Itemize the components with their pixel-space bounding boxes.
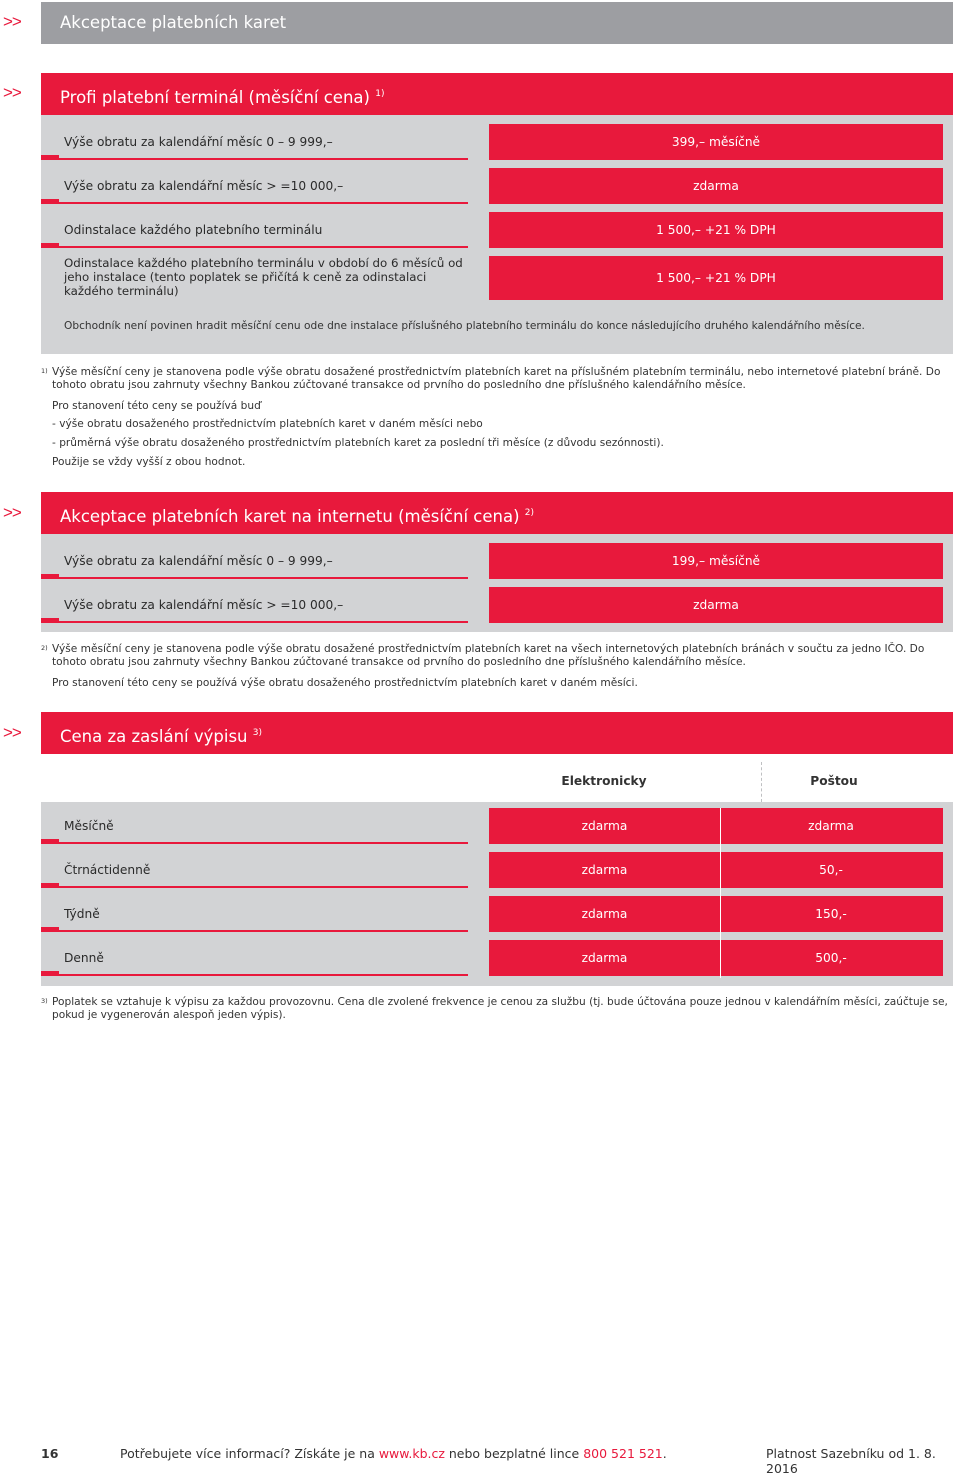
- price-electronic: zdarma: [489, 896, 720, 932]
- price-post: zdarma: [719, 808, 943, 844]
- footnote-1-line: Použije se vždy vyšší z obou hodnot.: [52, 456, 246, 468]
- footnote-2-text: Výše měsíční ceny je stanovena podle výše obratu dosažené prostřednictvím platebních karet na všech internetových platebních bránách v součtu za jedno IČO. Do tohoto obratu jsou zahrnuty všechny Bankou zúčtované transakce od prvního do posledního dne příslušného kalendářního měsíce.: [52, 643, 925, 668]
- footer-info: Potřebujete více informací? Získáte je na www.kb.cz nebo bezplatné lince 800 521 521.: [120, 1446, 667, 1461]
- price-value: 1 500,– +21 % DPH: [489, 256, 943, 300]
- footnote-1-text: Výše měsíční ceny je stanovena podle výše obratu dosažené prostřednictvím platebních karet na příslušném platebním terminálu, nebo internetové platební bráně. Do tohoto obratu jsou zahrnuty všechny Bankou zúčtované transakce od prvního do posledního dne příslušného kalendářního měsíce.: [52, 366, 941, 391]
- website-link[interactable]: www.kb.cz: [378, 1446, 445, 1461]
- section-title-profi-terminal: Profi platební terminál (měsíční cena) $^{1)}$: [41, 73, 953, 115]
- table-row: [41, 168, 953, 204]
- chevron-icon: >>: [3, 12, 21, 31]
- price-post: 150,-: [719, 896, 943, 932]
- price-value: 1 500,– +21 % DPH: [489, 212, 943, 248]
- row-label: Čtrnáctidenně: [64, 863, 151, 877]
- validity-date: Platnost Sazebníku od 1. 8. 2016: [766, 1446, 936, 1476]
- table-row: [41, 212, 953, 248]
- row-label: Výše obratu za kalendářní měsíc > =10 000,–: [64, 598, 344, 612]
- row-label: Odinstalace každého platebního terminálu: [64, 223, 323, 237]
- terminal-note: Obchodník není povinen hradit měsíční cenu ode dne instalace příslušného platebního terminálu do konce následujícího druhého kalendářního měsíce.: [64, 320, 865, 332]
- row-label: Výše obratu za kalendářní měsíc 0 – 9 999,–: [64, 135, 333, 149]
- row-label: Měsíčně: [64, 819, 114, 833]
- price-value: zdarma: [489, 587, 943, 623]
- footnote-marker: 1): [41, 367, 48, 375]
- section-title-internet-acceptance: Akceptace platebních karet na internetu (měsíční cena) $^{2)}$: [41, 492, 953, 534]
- row-label: Týdně: [64, 907, 100, 921]
- chevron-icon: >>: [3, 83, 21, 102]
- table-row: [41, 940, 953, 976]
- footnote-marker: 3): [41, 997, 48, 1005]
- footnote-1-line: Pro stanovení této ceny se používá buď: [52, 400, 261, 412]
- price-post: 500,-: [719, 940, 943, 976]
- page-number: 16: [41, 1446, 59, 1461]
- table-row: [41, 587, 953, 623]
- price-post: 50,-: [719, 852, 943, 888]
- table-row: [41, 543, 953, 579]
- terminal-price-panel: [41, 115, 953, 354]
- chevron-icon: >>: [3, 503, 21, 522]
- section-title-statement-price: Cena za zaslání výpisu $^{3)}$: [41, 712, 953, 754]
- price-value: 199,– měsíčně: [489, 543, 943, 579]
- table-row: [41, 252, 953, 302]
- table-row: [41, 808, 953, 844]
- row-label: Odinstalace každého platebního terminálu v období do 6 měsíců od jeho instalace (tento poplatek se přičítá k ceně za odinstalaci každého terminálu): [64, 256, 463, 298]
- footnote-marker: 2): [41, 644, 48, 652]
- price-electronic: zdarma: [489, 940, 720, 976]
- price-value: zdarma: [489, 168, 943, 204]
- table-row: [41, 896, 953, 932]
- section-title-card-acceptance: Akceptace platebních karet: [41, 2, 953, 44]
- price-electronic: zdarma: [489, 808, 720, 844]
- statement-price-panel: [41, 754, 953, 986]
- footnote-1-line: - výše obratu dosaženého prostřednictvím platebních karet v daném měsíci nebo: [52, 418, 483, 430]
- chevron-icon: >>: [3, 723, 21, 742]
- table-row: [41, 852, 953, 888]
- table-row: [41, 124, 953, 160]
- footnote-3-text: Poplatek se vztahuje k výpisu za každou provozovnu. Cena dle zvolené frekvence je cenou za službu (tj. bude účtována pouze jednou v kalendářním měsíci, zaúčtuje se, pokud je vygenerován alespoň jeden výpis).: [52, 996, 948, 1021]
- row-label: Výše obratu za kalendářní měsíc 0 – 9 999,–: [64, 554, 333, 568]
- footnote-2-line: Pro stanovení této ceny se používá výše obratu dosaženého prostřednictvím platebních karet v daném měsíci.: [52, 677, 638, 689]
- footnote-1-line: - průměrná výše obratu dosaženého prostřednictvím platebních karet za poslední tři měsíce (z důvodu sezónnosti).: [52, 437, 664, 449]
- column-header-electronic: Elektronicky: [561, 774, 647, 788]
- row-label: Výše obratu za kalendářní měsíc > =10 000,–: [64, 179, 344, 193]
- price-value: 399,– měsíčně: [489, 124, 943, 160]
- internet-price-panel: [41, 534, 953, 632]
- column-header-post: Poštou: [810, 774, 858, 788]
- phone-number: 800 521 521: [583, 1446, 663, 1461]
- price-electronic: zdarma: [489, 852, 720, 888]
- row-label: Denně: [64, 951, 104, 965]
